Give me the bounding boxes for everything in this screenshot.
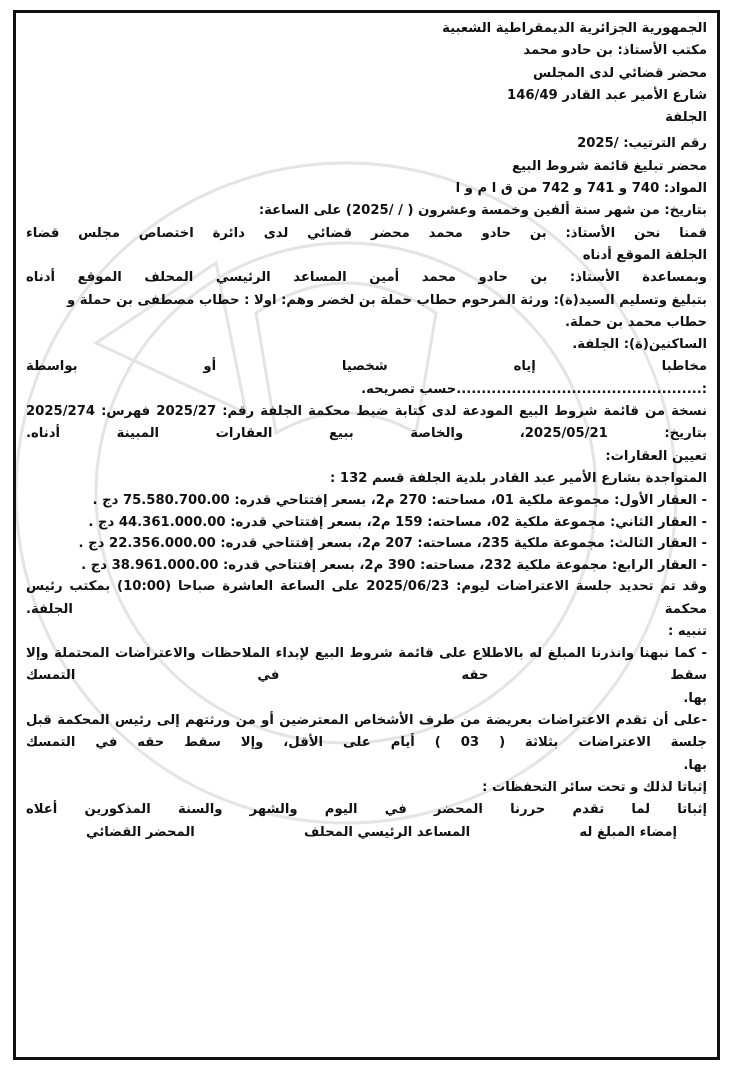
- estate-item: - العقار الرابع: مجموعة ملكية 232، مساحته: 390 م2، بسعر إفتتاحي قدره: 38.961.000.00 دج .: [81, 557, 707, 573]
- office-city: الجلفة: [665, 110, 707, 126]
- notice-paragraph-2: -على أن تقدم الاعتراضات بعريضة من طرف الأشخاص المعترضين أو من ورثتهم إلى رئيس المحكمة قبل جلسة الاعتراضات بثلاثة ( 03 ) أيام على الأقل، وإلا سقط حقه في التمسك: [26, 713, 707, 751]
- document-body: [16, 13, 717, 844]
- recipient-residence: الساكنين(ة): الجلفة.: [572, 337, 707, 353]
- paragraph-assistant: وبمساعدة الأستاذ: بن حادو محمد أمين المساعد الرئيسي المحلف الموقع أدناه: [26, 270, 707, 286]
- paragraph-recipient: بتبليغ وتسليم السيد(ة): ورثة المرحوم حطاب حملة بن لخضر وهم: اولا : حطاب مصطفى بن حملة و حطاب محمد بن حملة.: [67, 292, 707, 330]
- proof-paragraph: إثباتا لما تقدم حررنا المحضر في اليوم والشهر والسنة المذكورين أعلاه: [26, 802, 707, 818]
- signature-row: [26, 822, 707, 844]
- signature-assistant: المساعد الرئيسي المحلف: [304, 824, 471, 840]
- estate-item: - العقار الثاني: مجموعة ملكية 02، مساحته: 159 م2، بسعر إفتتاحي قدره: 44.361.000.00 دج .: [88, 514, 707, 530]
- estate-item: - العقار الأول: مجموعة ملكية 01، مساحته: 270 م2، بسعر إفتتاحي قدره: 75.580.700.00 دج .: [92, 493, 707, 509]
- paragraph-bailiff: قمنا نحن الأستاذ: بن حادو محمد محضر قضائي لدى دائرة اختصاص مجلس قضاء: [26, 225, 707, 241]
- document-page: [13, 10, 720, 1060]
- date-line: بتاريخ: من شهر سنة ألفين وخمسة وعشرون ( / /2025) على الساعة:: [258, 203, 707, 219]
- record-subject: محضر تبليغ قائمة شروط البيع: [511, 158, 707, 174]
- notice-paragraph-2-end: بها.: [683, 757, 707, 773]
- legal-articles: المواد: 740 و 741 و 742 من ق ا م و ا: [455, 181, 707, 197]
- republic-header: الجمهورية الجزائرية الديمقراطية الشعبية: [442, 21, 707, 36]
- signature-recipient: إمضاء المبلغ له: [579, 824, 677, 840]
- paragraph-bailiff-end: الجلفة الموقع أدناه: [582, 247, 707, 263]
- estate-item: - العقار الثالث: مجموعة ملكية 235، مساحته: 207 م2، بسعر إفتتاحي قدره: 22.356.000.00 دج .: [78, 536, 707, 552]
- hearing-paragraph: وقد تم تحديد جلسة الاعتراضات ليوم: 2025/06/23 على الساعة العاشرة صباحا (10:00) بمكتب رئيس محكمة الجلفة.: [26, 579, 707, 617]
- proof-title: إثباتا لذلك و تحت سائر التحفظات :: [482, 779, 707, 795]
- estates-title: تعيين العقارات:: [605, 448, 707, 464]
- office-address: شارع الأمير عبد القادر 146/49: [507, 87, 707, 103]
- notice-title: تنبيه :: [668, 623, 707, 639]
- addressed-line-end: :.................................................حسب تصريحه.: [361, 381, 707, 397]
- office-title: محضر قضائي لدى المجلس: [532, 65, 707, 81]
- notice-paragraph-1-end: بها.: [683, 690, 707, 706]
- signature-bailiff: المحضر القضائي: [86, 824, 195, 840]
- notice-paragraph-1: - كما نبهنا وانذرنا المبلغ له بالاطلاع على قائمة شروط البيع لإبداء الملاحظات والاعتراضات المحتملة وإلا سقط حقه في التمسك: [26, 646, 707, 684]
- office-name: مكتب الأستاذ: بن حادو محمد: [523, 43, 707, 59]
- paragraph-copy: نسخة من قائمة شروط البيع المودعة لدى كتابة ضبط محكمة الجلفة رقم: 2025/27 فهرس: 2025/274 بتاريخ: 2025/05/21، والخاصة ببيع العقارات المبينة أدناه.: [26, 404, 707, 442]
- serial-number: رقم الترتيب: /2025: [577, 136, 707, 152]
- estates-location: المتواجدة بشارع الأمير عبد القادر بلدية الجلفة قسم 132 :: [330, 470, 707, 486]
- addressed-line: مخاطبا إياه شخصيا أو بواسطة: [26, 359, 707, 375]
